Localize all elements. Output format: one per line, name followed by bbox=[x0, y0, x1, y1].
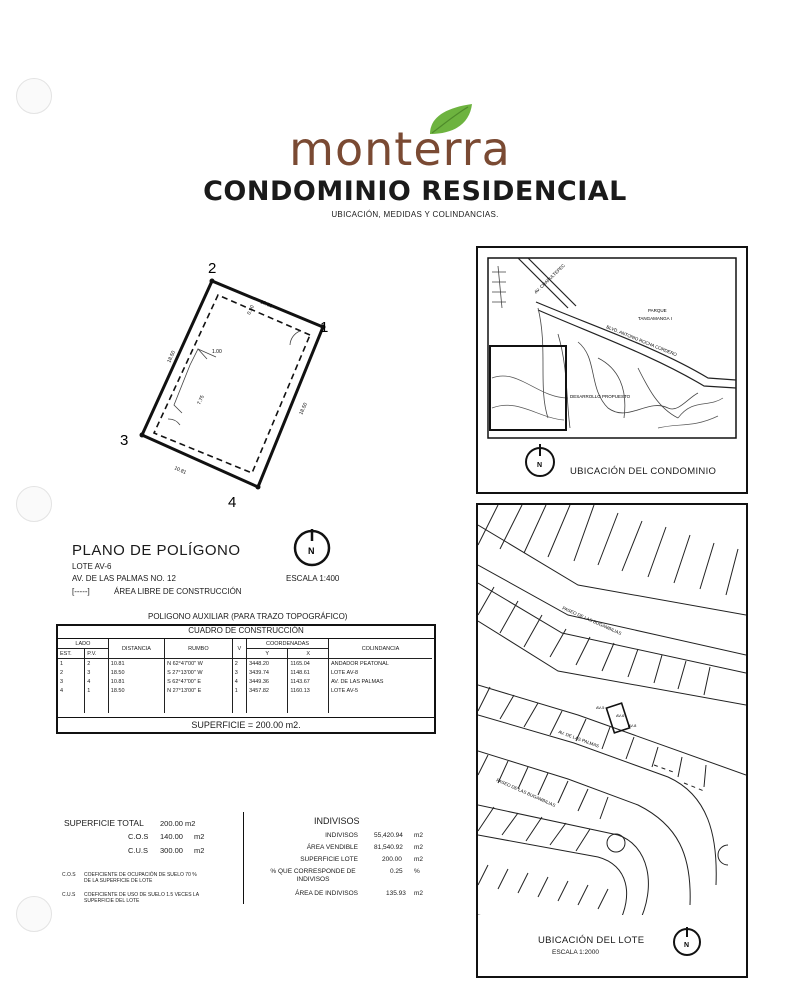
col-header-v: V bbox=[232, 639, 246, 659]
lot-label-av6: AV-6 bbox=[616, 713, 625, 718]
north-arrow-plano-icon bbox=[290, 526, 334, 570]
polygon-plan bbox=[110, 255, 340, 515]
dim-right: 18.50 bbox=[298, 401, 309, 416]
plano-title: PLANO DE POLÍGONO bbox=[72, 542, 241, 559]
north-label-map: N bbox=[537, 462, 543, 469]
legend-dashed-box: [-----] bbox=[72, 587, 90, 596]
dim-left: 18.50 bbox=[166, 349, 177, 364]
lot-label-av8: AV-8 bbox=[628, 723, 637, 728]
col-header-est: EST. bbox=[60, 650, 72, 657]
lot-polygon bbox=[142, 281, 323, 487]
indivisos-row: ÁREA VENDIBLE 81,540.92 m2 bbox=[306, 844, 424, 851]
plano-lote: LOTE AV-6 bbox=[72, 562, 112, 571]
col-header-distancia: DISTANCIA bbox=[108, 639, 164, 659]
table-title: CUADRO DE CONSTRUCCIÓN bbox=[58, 626, 434, 639]
plano-scale: ESCALA 1:400 bbox=[286, 574, 340, 583]
col-header-y: Y bbox=[247, 649, 288, 659]
dim-offset: 1.00 bbox=[212, 349, 222, 355]
lot-map-caption: UBICACIÓN DEL LOTE bbox=[538, 935, 645, 946]
cus-note: COEFICIENTE DE USO DE SUELO 1.5 VECES LA SUPERFICIE DEL LOTE bbox=[84, 892, 199, 904]
col-header-coordenadas: COORDENADAS bbox=[247, 639, 329, 649]
site-highlight bbox=[490, 346, 566, 430]
north-label-lot: N bbox=[684, 942, 690, 949]
lot-map-scale: ESCALA 1:2000 bbox=[552, 949, 599, 956]
brand-logo: monterra bbox=[289, 122, 511, 176]
cos-label: C.O.S bbox=[128, 832, 149, 841]
plano-address: AV. DE LAS PALMAS NO. 12 bbox=[72, 574, 176, 583]
north-label-plano: N bbox=[308, 546, 315, 556]
indivisos-row: ÁREA DE INDIVISOS 135.93 m2 bbox=[295, 890, 424, 897]
table-row: 3 4 10.81 S 62°47'00" E 4 3449.36 1143.67 AV. DE LAS PALMAS bbox=[58, 677, 432, 686]
map-label-parque: PARQUE bbox=[648, 308, 667, 313]
map-label-blvd: BLVD. ANTONIO ROCHA CORDERO bbox=[605, 324, 678, 358]
indivisos-row: INDIVISOS 55,420.94 m2 bbox=[325, 832, 424, 839]
cus-note-abbr: C.U.S bbox=[62, 892, 76, 898]
north-arrow-lot-icon bbox=[670, 925, 704, 959]
cos-value: 140.00 bbox=[160, 832, 183, 841]
map-label-tangamanga: TANGAMANGA I bbox=[638, 316, 672, 321]
construction-table bbox=[56, 624, 436, 734]
street-label-bugambilias-bottom: PASEO DE LAS BUGAMBILIAS bbox=[495, 777, 557, 809]
indivisos-title: INDIVISOS bbox=[314, 816, 360, 826]
table-row: 1 2 10.81 N 62°47'00" W 2 3448.20 1165.04 ANDADOR PEATONAL bbox=[58, 659, 432, 669]
dim-setback: 0.50 bbox=[246, 304, 256, 316]
indivisos-row: SUPERFICIE LOTE 200.00 m2 bbox=[300, 856, 424, 863]
col-header-rumbo: RUMBO bbox=[165, 639, 233, 659]
table-row: 4 1 18.50 N 27°13'00" E 1 3457.82 1160.13 LOTE AV-5 bbox=[58, 686, 432, 695]
dim-top: 10.81 bbox=[259, 299, 274, 310]
map-label-desarrollo: DESARROLLO PROPUESTO bbox=[570, 394, 631, 399]
table-heading: POLIGONO AUXILIAR (PARA TRAZO TOPOGRÁFICO) bbox=[148, 612, 348, 621]
vertex-label-2: 2 bbox=[208, 260, 217, 277]
coordinates-grid bbox=[58, 639, 432, 713]
street-label-bugambilias-top: PASEO DE LAS BUGAMBILIAS bbox=[561, 605, 623, 637]
map-label-av-chapultepec: AV. CHAPULTEPEC bbox=[533, 262, 566, 295]
lot-label-av5: AV-5 bbox=[596, 705, 605, 710]
location-map bbox=[478, 248, 746, 492]
cus-value: 300.00 bbox=[160, 846, 183, 855]
col-header-colindancia: COLINDANCIA bbox=[328, 639, 432, 659]
indivisos-table bbox=[250, 832, 430, 902]
cus-unit: m2 bbox=[194, 846, 205, 855]
free-area-outline bbox=[154, 295, 310, 473]
page-title: CONDOMINIO RESIDENCIAL bbox=[203, 176, 627, 207]
binder-hole-top bbox=[16, 78, 52, 114]
superficie-total-value: 200.00 m2 bbox=[160, 819, 196, 828]
lot-map-panel bbox=[476, 503, 748, 978]
page-subtitle: UBICACIÓN, MEDIDAS Y COLINDANCIAS. bbox=[331, 210, 499, 219]
dim-bottom: 10.81 bbox=[173, 465, 188, 476]
indivisos-row: % QUE CORRESPONDE DE INDIVISOS 0.25 % bbox=[270, 868, 420, 883]
table-row: 2 3 18.50 S 27°13'00" W 3 3439.74 1148.61 LOTE AV-8 bbox=[58, 668, 432, 677]
legend-free-area: ÁREA LIBRE DE CONSTRUCCIÓN bbox=[114, 587, 242, 596]
col-header-lado: LADO bbox=[75, 640, 91, 647]
dim-inner: 7.75 bbox=[196, 394, 206, 406]
summary-divider bbox=[243, 812, 244, 904]
col-header-x: X bbox=[288, 649, 329, 659]
binder-hole-middle bbox=[16, 486, 52, 522]
table-surface: SUPERFICIE = 200.00 m2. bbox=[58, 717, 434, 732]
street-label-av-palmas: AV. DE LAS PALMAS bbox=[557, 729, 600, 749]
vertex-label-4: 4 bbox=[228, 494, 237, 511]
location-map-panel bbox=[476, 246, 748, 494]
vertex-label-3: 3 bbox=[120, 432, 129, 449]
superficie-total-label: SUPERFICIE TOTAL bbox=[64, 818, 144, 828]
lot-map bbox=[478, 505, 746, 976]
location-map-caption: UBICACIÓN DEL CONDOMINIO bbox=[570, 466, 717, 477]
col-header-pv: P.V. bbox=[85, 649, 109, 659]
cos-unit: m2 bbox=[194, 832, 205, 841]
binder-hole-bottom bbox=[16, 896, 52, 932]
cus-label: C.U.S bbox=[128, 846, 149, 855]
cos-note: COEFICIENTE DE OCUPACIÓN DE SUELO 70 % DE LA SUPERFICIE DE LOTE bbox=[84, 872, 197, 884]
cos-note-abbr: C.O.S bbox=[62, 872, 76, 878]
vertex-label-1: 1 bbox=[320, 319, 329, 336]
